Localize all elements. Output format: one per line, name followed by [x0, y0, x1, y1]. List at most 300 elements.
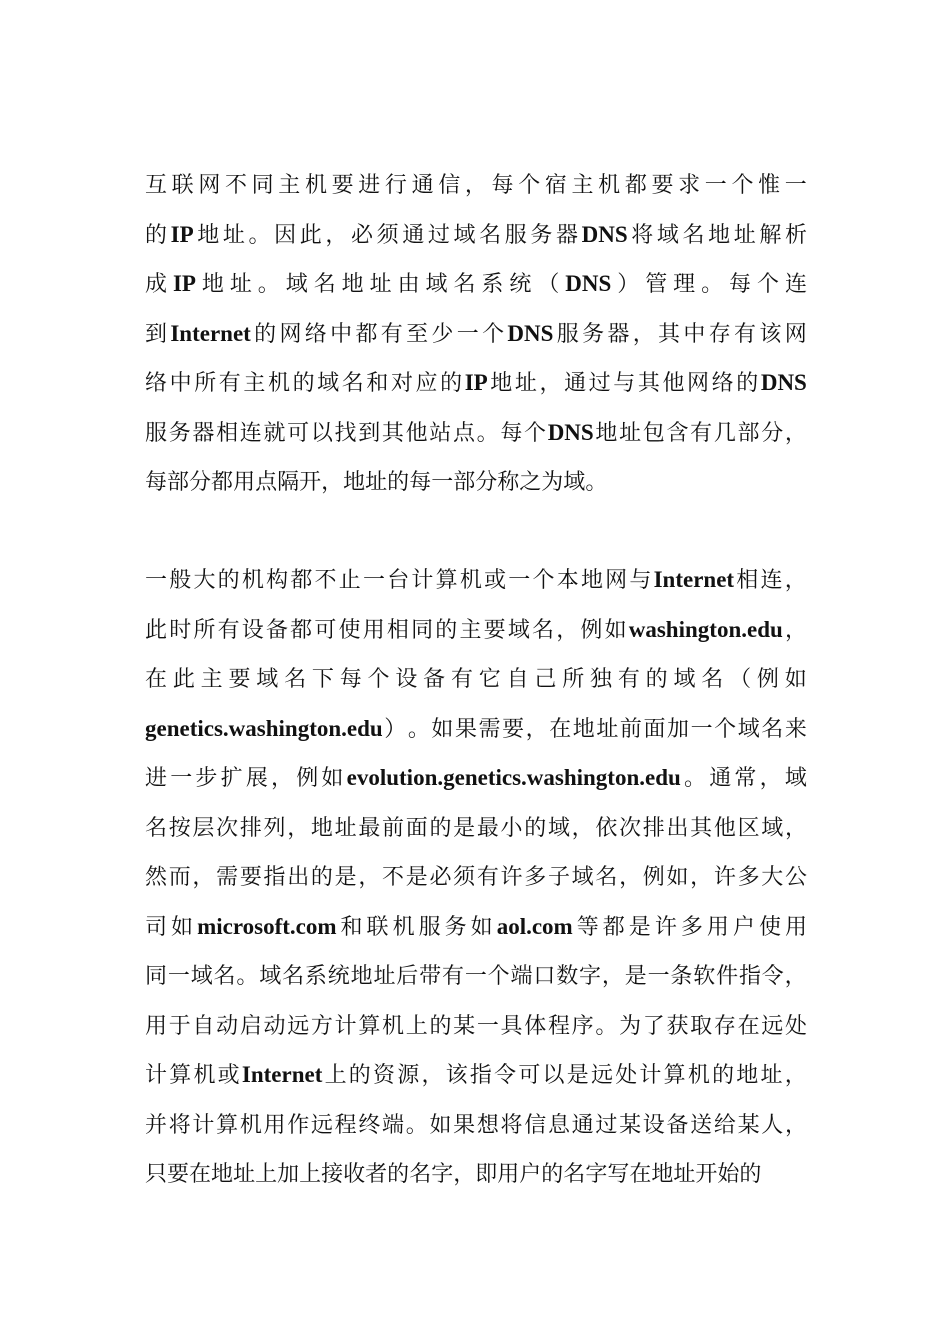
- bold-term: genetics.washington.edu: [145, 715, 383, 741]
- text-char: 给: [713, 1112, 736, 1138]
- text-char: 己: [534, 667, 557, 692]
- text-char: 要: [239, 865, 262, 890]
- text-char: 字: [431, 1162, 454, 1187]
- text-char: 信: [524, 1112, 547, 1138]
- text-char: 机: [239, 1112, 262, 1138]
- text-char: 算: [358, 1013, 381, 1039]
- text-char: 网: [605, 568, 628, 593]
- text-char: 少: [431, 321, 454, 347]
- text-char: 宿: [544, 173, 567, 198]
- text-line: [145, 317, 807, 367]
- text-char: 必: [429, 865, 452, 890]
- text-char: 相: [216, 420, 239, 446]
- text-char: 处: [615, 1063, 638, 1088]
- text-char: 以: [542, 1063, 565, 1088]
- text-char: 字: [579, 964, 602, 989]
- text-char: 的: [429, 815, 452, 841]
- text-char: 址: [229, 272, 252, 297]
- text-char: 某: [619, 1112, 642, 1138]
- text-char: 服: [504, 222, 527, 248]
- text-char: 每: [339, 667, 362, 692]
- text-char: 相: [736, 568, 759, 593]
- text-char: 作: [287, 1112, 310, 1138]
- text-char: 相: [386, 617, 409, 643]
- text-char: 来: [784, 716, 807, 742]
- text-char: 一: [145, 568, 168, 593]
- text-char: 地: [341, 272, 364, 297]
- text-char: 。: [595, 1013, 618, 1039]
- text-char: 机: [598, 173, 621, 198]
- text-char: （: [537, 272, 560, 297]
- text-char: 行: [384, 173, 407, 198]
- text-char: 下: [311, 667, 334, 692]
- text-char: 析: [784, 222, 807, 248]
- text-char: 其: [381, 420, 404, 446]
- paragraph-dns-intro: [145, 168, 807, 515]
- text-char: 一: [647, 964, 670, 989]
- text-char: 所: [193, 617, 216, 643]
- text-char: 有: [617, 667, 640, 692]
- text-char: 软: [693, 964, 716, 989]
- bold-term: washington.edu: [628, 616, 783, 642]
- text-char: 序: [571, 1013, 594, 1039]
- text-char: 层: [192, 815, 215, 841]
- text-char: 与: [629, 568, 652, 593]
- text-char: 地: [580, 568, 603, 593]
- text-char: 务: [582, 321, 605, 347]
- text-char: 同: [411, 617, 434, 643]
- text-char: 名: [682, 222, 705, 248]
- text-char: 是: [628, 914, 651, 940]
- text-char: 址: [514, 371, 537, 396]
- text-line: [145, 168, 807, 218]
- text-char: 址: [373, 964, 396, 989]
- text-char: 每: [491, 173, 514, 198]
- text-char: 个: [482, 321, 505, 347]
- text-char: 和: [366, 371, 389, 396]
- text-char: 的: [254, 321, 277, 347]
- bold-term: DNS: [581, 221, 628, 247]
- text-char: ，: [784, 568, 807, 593]
- text-char: 扩: [220, 766, 243, 791]
- bold-term: IP: [170, 221, 194, 247]
- text-char: 地: [736, 1063, 759, 1088]
- text-char: 某: [737, 1112, 760, 1138]
- text-char: 计: [411, 568, 434, 593]
- text-char: 在: [549, 716, 572, 742]
- text-char: 存: [713, 1013, 736, 1039]
- text-char: ，: [464, 173, 487, 198]
- text-char: 有: [218, 371, 241, 396]
- text-char: 服: [556, 321, 579, 347]
- text-char: 称: [497, 470, 520, 495]
- text-char: 的: [435, 617, 458, 643]
- text-char: 此: [299, 222, 322, 248]
- text-char: 指: [738, 964, 761, 989]
- text-char: （: [729, 667, 752, 692]
- text-char: 名: [563, 1162, 586, 1187]
- text-char: 含: [666, 420, 689, 446]
- text-char: 到: [358, 420, 381, 446]
- text-char: 将: [500, 1112, 523, 1138]
- text-char: ，: [784, 420, 807, 446]
- text-char: 。: [476, 420, 499, 446]
- text-char: 可: [314, 617, 337, 643]
- text-char: 源: [397, 1063, 420, 1088]
- text-char: 所: [562, 667, 585, 692]
- text-char: 机: [304, 173, 327, 198]
- text-char: 如: [604, 617, 627, 643]
- text-char: 服: [418, 914, 441, 940]
- text-char: 的: [440, 371, 463, 396]
- text-char: 程: [547, 1013, 570, 1039]
- text-char: 统: [327, 964, 350, 989]
- bold-term: aol.com: [496, 913, 573, 939]
- text-char: 一: [170, 766, 193, 791]
- text-char: 每: [729, 272, 752, 297]
- text-char: 都: [290, 568, 313, 593]
- text-char: 面: [405, 815, 428, 841]
- text-char: 如: [171, 914, 194, 940]
- text-char: 求: [678, 173, 701, 198]
- text-char: 域: [673, 667, 696, 692]
- text-char: 同: [145, 964, 168, 989]
- text-char: 公: [784, 865, 807, 890]
- text-char: 就: [263, 420, 286, 446]
- text-char: 不: [382, 865, 405, 890]
- text-char: 端: [382, 1112, 405, 1138]
- text-char: 都: [355, 321, 378, 347]
- text-char: 须: [453, 865, 476, 890]
- text-char: 有: [476, 865, 499, 890]
- text-char: 远: [287, 1013, 310, 1039]
- text-char: 务: [168, 420, 191, 446]
- text-char: 的: [387, 470, 410, 495]
- bold-term: Internet: [653, 567, 735, 592]
- text-line: [145, 1009, 807, 1059]
- text-char: 机: [193, 1063, 216, 1088]
- text-char: 络: [145, 371, 168, 396]
- text-char: 他: [713, 815, 736, 841]
- text-char: 器: [192, 420, 215, 446]
- text-char: 域: [761, 815, 784, 841]
- text-char: 信: [438, 173, 461, 198]
- text-char: ，: [358, 865, 381, 890]
- text-char: 只: [145, 1162, 168, 1187]
- text-char: 地: [197, 222, 220, 248]
- text-char: 排: [642, 815, 665, 841]
- text-char: 令: [761, 964, 784, 989]
- text-char: 址: [365, 470, 388, 495]
- text-char: 都: [624, 173, 647, 198]
- text-char: 地: [572, 716, 595, 742]
- text-char: 计: [334, 1013, 357, 1039]
- text-char: 子: [547, 865, 570, 890]
- text-char: 通: [709, 766, 732, 791]
- text-char: 和: [340, 914, 363, 940]
- text-char: 必: [350, 222, 373, 248]
- text-char: 常: [734, 766, 757, 791]
- text-char: ，: [556, 617, 579, 643]
- text-char: 域: [784, 766, 807, 791]
- text-char: 名: [341, 371, 364, 396]
- text-char: 络: [304, 321, 327, 347]
- text-char: 域: [259, 964, 282, 989]
- text-char: 地: [651, 1162, 674, 1187]
- text-char: 司: [145, 914, 168, 940]
- text-char: 域: [656, 222, 679, 248]
- text-char: 。: [236, 964, 259, 989]
- text-char: 点: [255, 470, 278, 495]
- text-line: [145, 1108, 807, 1158]
- text-char: 不: [224, 173, 247, 198]
- text-char: 惟: [758, 173, 781, 198]
- text-char: 有: [450, 667, 473, 692]
- text-line: [145, 662, 807, 712]
- text-char: 包: [642, 420, 665, 446]
- text-char: 终: [358, 1112, 381, 1138]
- text-char: 一: [704, 173, 727, 198]
- text-char: 上: [255, 1162, 278, 1187]
- text-char: 该: [445, 1063, 468, 1088]
- text-char: 一: [690, 716, 713, 742]
- text-char: 域: [563, 470, 586, 495]
- text-char: 令: [494, 1063, 517, 1088]
- text-char: 计: [192, 1112, 215, 1138]
- text-char: 例: [642, 865, 665, 890]
- text-char: 域: [285, 272, 308, 297]
- text-char: 进: [145, 766, 168, 791]
- text-char: 站: [429, 420, 452, 446]
- bold-term: evolution.genetics.washington.edu: [346, 765, 681, 790]
- text-char: 一: [476, 1013, 499, 1039]
- text-char: 机: [382, 1013, 405, 1039]
- text-char: 名: [145, 815, 168, 841]
- text-char: 的: [145, 222, 168, 248]
- text-line: [145, 613, 807, 663]
- text-char: 是: [334, 865, 357, 890]
- text-char: 器: [607, 321, 630, 347]
- text-char: 有: [734, 321, 757, 347]
- text-char: 址: [760, 1063, 783, 1088]
- text-char: 务: [530, 222, 553, 248]
- text-char: 管: [645, 272, 668, 297]
- text-char: 用: [263, 1112, 286, 1138]
- text-char: 指: [469, 1063, 492, 1088]
- text-char: 名: [409, 1162, 432, 1187]
- text-char: 个: [367, 667, 390, 692]
- text-char: 地: [595, 420, 618, 446]
- text-char: 分: [189, 470, 212, 495]
- text-char: 通: [564, 371, 587, 396]
- text-char: 找: [334, 420, 357, 446]
- text-char: 设: [241, 617, 264, 643]
- text-char: 个: [757, 272, 780, 297]
- bold-term: DNS: [547, 419, 594, 445]
- text-char: 用: [706, 914, 729, 940]
- text-char: 地: [201, 272, 224, 297]
- text-char: 一: [784, 173, 807, 198]
- text-char: 体: [524, 1013, 547, 1039]
- text-char: 某: [453, 1013, 476, 1039]
- text-char: 在: [145, 667, 168, 692]
- text-char: 最: [476, 815, 499, 841]
- text-char: 机: [459, 568, 482, 593]
- text-char: 网: [784, 321, 807, 347]
- text-char: 台: [387, 568, 410, 593]
- text-char: 通: [571, 1112, 594, 1138]
- text-char: 分: [761, 420, 784, 446]
- text-char: 要: [228, 667, 251, 692]
- text-char: 算: [663, 1063, 686, 1088]
- text-char: 。: [585, 470, 608, 495]
- text-char: ，: [632, 321, 655, 347]
- text-char: 计: [639, 1063, 662, 1088]
- text-char: 其: [637, 371, 660, 396]
- text-char: 般: [169, 568, 192, 593]
- text-char: 与: [613, 371, 636, 396]
- text-char: 它: [478, 667, 501, 692]
- text-char: 都: [290, 617, 313, 643]
- text-char: ，: [287, 815, 310, 841]
- text-char: 备: [666, 1112, 689, 1138]
- text-char: 是: [405, 865, 428, 890]
- bold-term: DNS: [760, 370, 807, 395]
- text-char: 获: [666, 1013, 689, 1039]
- bold-term: IP: [464, 370, 488, 395]
- text-char: 的: [736, 371, 759, 396]
- text-char: 地: [211, 1162, 234, 1187]
- text-char: 算: [435, 568, 458, 593]
- text-char: 一: [431, 470, 454, 495]
- text-char: ，: [192, 865, 215, 890]
- text-char: 如: [470, 914, 493, 940]
- text-char: 一: [362, 568, 385, 593]
- text-char: 域: [256, 667, 279, 692]
- text-char: 动: [263, 1013, 286, 1039]
- text-char: ，: [784, 815, 807, 841]
- text-char: 是: [453, 815, 476, 841]
- text-char: 如: [666, 865, 689, 890]
- text-char: 联: [171, 173, 194, 198]
- text-char: 域: [571, 865, 594, 890]
- text-char: 统: [509, 272, 532, 297]
- text-char: 备: [423, 667, 446, 692]
- text-char: 个: [714, 716, 737, 742]
- text-char: 使: [758, 914, 781, 940]
- text-line: [145, 860, 807, 910]
- text-char: 前: [382, 815, 405, 841]
- text-char: 名: [595, 865, 618, 890]
- text-char: 联: [366, 914, 389, 940]
- bold-term: Internet: [170, 320, 251, 346]
- text-char: 写: [607, 1162, 630, 1187]
- bold-term: microsoft.com: [197, 913, 337, 939]
- text-char: 对: [390, 371, 413, 396]
- text-char: 者: [365, 1162, 388, 1187]
- text-char: 此: [145, 617, 168, 643]
- text-char: 息: [547, 1112, 570, 1138]
- text-char: 部: [737, 420, 760, 446]
- text-char: 的: [310, 865, 333, 890]
- text-char: 点: [452, 420, 475, 446]
- text-line: [145, 465, 807, 515]
- text-char: 多: [737, 865, 760, 890]
- text-char: 址: [369, 272, 392, 297]
- text-char: 域: [317, 371, 340, 396]
- text-char: 资: [373, 1063, 396, 1088]
- text-char: 大: [761, 865, 784, 890]
- text-char: 域: [507, 617, 530, 643]
- text-char: 在: [629, 1162, 652, 1187]
- text-char: 。: [407, 716, 430, 742]
- text-char: 的: [712, 1063, 735, 1088]
- text-char: 有: [217, 617, 240, 643]
- text-char: 都: [211, 470, 234, 495]
- text-char: 的: [429, 1013, 452, 1039]
- text-char: ）: [384, 716, 407, 742]
- text-char: ，: [759, 766, 782, 791]
- text-char: 都: [602, 914, 625, 940]
- text-char: 个: [731, 173, 754, 198]
- text-char: ，: [453, 1162, 476, 1187]
- text-char: 需: [478, 716, 501, 742]
- text-char: 人: [761, 1112, 784, 1138]
- text-char: 网: [198, 173, 221, 198]
- text-char: 至: [406, 321, 429, 347]
- text-char: 每: [500, 420, 523, 446]
- text-char: 的: [739, 1162, 762, 1187]
- text-char: 址: [233, 1162, 256, 1187]
- text-char: 过: [595, 1112, 618, 1138]
- text-char: 字: [585, 1162, 608, 1187]
- text-char: 为: [619, 1013, 642, 1039]
- text-char: 在: [737, 1013, 760, 1039]
- text-char: 远: [761, 1013, 784, 1039]
- text-char: 例: [296, 766, 319, 791]
- text-char: 址: [222, 222, 245, 248]
- text-char: 络: [711, 371, 734, 396]
- text-char: 。: [701, 272, 724, 297]
- text-char: 上: [405, 1013, 428, 1039]
- text-char: 址: [619, 420, 642, 446]
- text-char: 或: [217, 1063, 240, 1088]
- text-char: 其: [658, 321, 681, 347]
- text-char: 互: [145, 173, 168, 198]
- text-char: 户: [519, 1162, 542, 1187]
- text-char: 程: [334, 1112, 357, 1138]
- text-char: 等: [576, 914, 599, 940]
- text-char: 端: [510, 964, 533, 989]
- text-line: [145, 1157, 807, 1207]
- text-char: 解: [759, 222, 782, 248]
- text-char: 口: [533, 964, 556, 989]
- text-char: 通: [402, 222, 425, 248]
- text-char: 他: [662, 371, 685, 396]
- text-char: ，: [571, 815, 594, 841]
- text-char: 个: [524, 420, 547, 446]
- text-char: 远: [590, 1063, 613, 1088]
- text-char: 网: [687, 371, 710, 396]
- text-char: 大: [193, 568, 216, 593]
- text-char: 收: [343, 1162, 366, 1187]
- text-char: 的: [645, 667, 668, 692]
- text-char: 具: [500, 1013, 523, 1039]
- text-char: 使: [338, 617, 361, 643]
- text-char: ，: [690, 865, 713, 890]
- text-char: 始: [717, 1162, 740, 1187]
- text-char: 可: [518, 1063, 541, 1088]
